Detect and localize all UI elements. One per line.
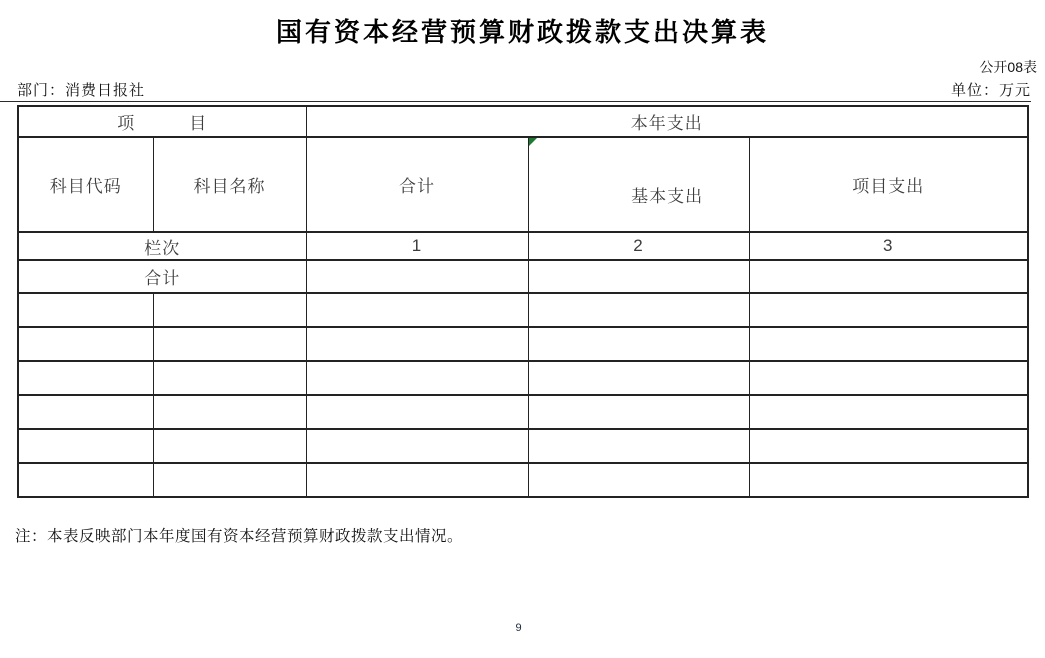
cell-comment-marker-icon	[529, 138, 537, 146]
unit-label: 单位：万元	[950, 82, 1031, 99]
cell-project	[749, 361, 1028, 395]
department-label: 部门：消费日报社	[17, 82, 146, 99]
table-row	[18, 293, 1028, 327]
cell-basic	[528, 395, 749, 429]
header-year-expenditure-group: 本年支出	[306, 106, 1028, 137]
cell-subject-code	[18, 395, 153, 429]
total-row-project-cell	[749, 260, 1028, 293]
cell-basic	[528, 361, 749, 395]
cell-subject-name	[153, 293, 306, 327]
total-row-basic-cell	[528, 260, 749, 293]
table-row	[18, 327, 1028, 361]
page-title: 国有资本经营预算财政拨款支出决算表	[275, 17, 769, 47]
header-item-group: 项 目	[18, 106, 306, 137]
cell-subject-name	[153, 395, 306, 429]
column-index-1: 1	[306, 232, 528, 260]
cell-project	[749, 327, 1028, 361]
column-index-label: 栏次	[18, 232, 306, 260]
cell-subject-name	[153, 361, 306, 395]
cell-project	[749, 463, 1028, 497]
cell-subject-code	[18, 293, 153, 327]
cell-basic	[528, 293, 749, 327]
header-subject-code: 科目代码	[18, 137, 153, 232]
cell-total	[306, 293, 528, 327]
table-code-label: 公开08表	[979, 59, 1037, 75]
cell-project	[749, 429, 1028, 463]
header-project-expenditure: 项目支出	[749, 137, 1028, 232]
table-header-columns-row	[18, 137, 1028, 232]
column-index-2: 2	[528, 232, 749, 260]
cell-total	[306, 361, 528, 395]
column-index-row	[18, 232, 1028, 260]
table-row	[18, 395, 1028, 429]
header-basic-expenditure-label: 基本支出	[631, 187, 704, 206]
total-row-label: 合计	[18, 260, 306, 293]
table-row	[18, 463, 1028, 497]
table-header-group-row	[18, 106, 1028, 137]
cell-project	[749, 395, 1028, 429]
total-row	[18, 260, 1028, 293]
header-basic-expenditure	[528, 137, 749, 232]
table-row	[18, 429, 1028, 463]
cell-basic	[528, 463, 749, 497]
cell-subject-code	[18, 327, 153, 361]
cell-subject-name	[153, 327, 306, 361]
cell-total	[306, 463, 528, 497]
expenditure-table	[17, 105, 1029, 498]
cell-subject-name	[153, 463, 306, 497]
cell-subject-code	[18, 361, 153, 395]
cell-total	[306, 395, 528, 429]
cell-subject-code	[18, 429, 153, 463]
cell-total	[306, 429, 528, 463]
note-text: 注：本表反映部门本年度国有资本经营预算财政拨款支出情况。	[15, 528, 464, 545]
meta-row	[0, 82, 1031, 102]
page-number: 9	[515, 622, 522, 634]
total-row-total-cell	[306, 260, 528, 293]
column-index-3: 3	[749, 232, 1028, 260]
table-row	[18, 361, 1028, 395]
cell-basic	[528, 327, 749, 361]
header-subject-name: 科目名称	[153, 137, 306, 232]
cell-basic	[528, 429, 749, 463]
cell-project	[749, 293, 1028, 327]
header-total: 合计	[306, 137, 528, 232]
cell-subject-name	[153, 429, 306, 463]
cell-total	[306, 327, 528, 361]
cell-subject-code	[18, 463, 153, 497]
